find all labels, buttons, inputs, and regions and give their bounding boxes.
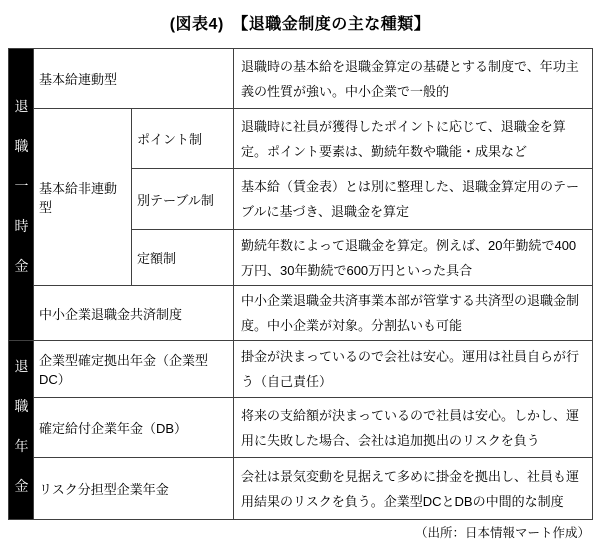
description-cell: 中小企業退職金共済事業本部が管掌する共済型の退職金制度。中小企業が対象。分割払いも可能 — [234, 286, 593, 341]
description-cell: 基本給（賃金表）とは別に整理した、退職金算定用のテーブルに基づき、退職金を算定 — [234, 169, 593, 230]
description-cell: 掛金が決まっているので会社は安心。運用は社員自らが行う（自己責任） — [234, 341, 593, 398]
description-cell: 退職時に社員が獲得したポイントに応じて、退職金を算定。ポイント要素は、勤続年数や職能・成果など — [234, 109, 593, 169]
type-cell-corporate-dc: 企業型確定拠出年金（企業型DC） — [34, 341, 234, 398]
description-cell: 将来の支給額が決まっているので社員は安心。しかし、運用に失敗した場合、会社は追加拠出のリスクを負う — [234, 398, 593, 458]
group-cell-basic-nonlinked: 基本給非連動型 — [34, 109, 132, 286]
description-cell: 勤続年数によって退職金を算定。例えば、20年勤続で400万円、30年勤続で600万円といった具合 — [234, 230, 593, 286]
subtype-cell-fixed-amount: 定額制 — [132, 230, 234, 286]
table-row — [9, 458, 593, 520]
section-header-pension: 退職年金 — [9, 341, 34, 520]
source-attribution: （出所：日本情報マート作成） — [414, 526, 590, 540]
description-cell: 退職時の基本給を退職金算定の基礎とする制度で、年功主義の性質が強い。中小企業で一般的 — [234, 49, 593, 109]
table-row — [9, 109, 593, 169]
figure-title: (図表4) 【退職金制度の主な種類】 — [169, 16, 431, 33]
table-row — [9, 341, 593, 398]
type-cell-db: 確定給付企業年金（DB） — [34, 398, 234, 458]
type-cell-basic-linked: 基本給連動型 — [34, 49, 234, 109]
table-row — [9, 286, 593, 341]
type-cell-risk-sharing: リスク分担型企業年金 — [34, 458, 234, 520]
type-cell-smb-kyosai: 中小企業退職金共済制度 — [34, 286, 234, 341]
subtype-cell-point: ポイント制 — [132, 109, 234, 169]
table-row — [9, 49, 593, 109]
section-header-lump-sum: 退職一時金 — [9, 49, 34, 341]
subtype-cell-separate-table: 別テーブル制 — [132, 169, 234, 230]
retirement-plan-table — [8, 48, 593, 520]
table-row — [9, 398, 593, 458]
description-cell: 会社は景気変動を見据えて多めに掛金を拠出し、社員も運用結果のリスクを負う。企業型DCとDBの中間的な制度 — [234, 458, 593, 520]
